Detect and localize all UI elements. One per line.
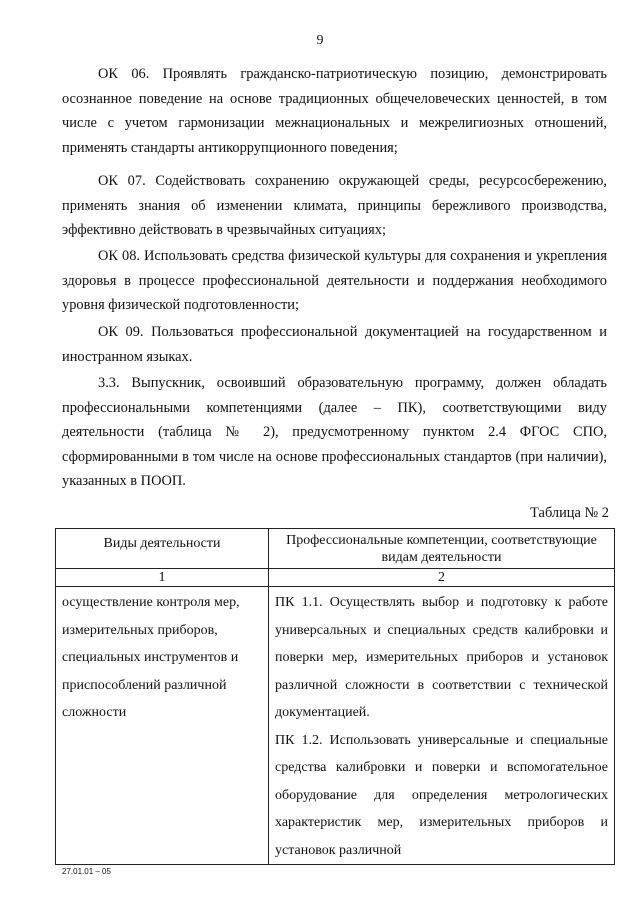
header-competencies: Профессиональные компетенции, соответствующие видам деятельности — [269, 529, 615, 569]
table-caption: Таблица № 2 — [530, 505, 609, 521]
activity-cell: осуществление контроля мер, измерительных приборов, специальных инструментов и приспособлений различной сложности — [56, 587, 269, 865]
paragraph-ok07: ОК 07. Содействовать сохранению окружающей среды, ресурсосбережению, применять знания об изменении климата, принципы бережливого производства, эффективно действовать в чрезвычайных ситуациях; — [62, 173, 607, 239]
table-row — [56, 587, 615, 865]
column-number-1: 1 — [56, 569, 269, 587]
page-number: 9 — [316, 33, 324, 48]
competency-pk-1-2: ПК 1.2. Использовать универсальные и специальные средства калибровки и поверки и вспомогательное оборудование для определения метрологических характеристик мер, измерительных приборов и установок различной — [275, 732, 608, 858]
header-activity: Виды деятельности — [56, 529, 269, 569]
table-header-row — [56, 529, 615, 569]
paragraph-ok08: ОК 08. Использовать средства физической культуры для сохранения и укрепления здоровья в процессе профессиональной деятельности и поддержания необходимого уровня физической подготовленности; — [62, 248, 607, 314]
paragraph-3-3: 3.3. Выпускник, освоивший образовательную программу, должен обладать профессиональными компетенциями (далее – ПК), соответствующими виду деятельности (таблица № 2), предусмотренному пунктом 2.4 ФГОС СПО, сформированными в том числе на основе профессиональных стандартов (при наличии), указанных в ПООП. — [62, 375, 607, 490]
competencies-cell — [269, 587, 615, 865]
paragraph-ok06: ОК 06. Проявлять гражданско-патриотическую позицию, демонстрировать осознанное поведение на основе традиционных общечеловеческих ценностей, в том числе с учетом гармонизации межнациональных и межрелигиозных отношений, применять стандарты антикоррупционного поведения; — [62, 66, 607, 156]
competency-pk-1-1: ПК 1.1. Осуществлять выбор и подготовку к работе универсальных и специальных средств калибровки и поверки мер, измерительных приборов и установок различной сложности в соответствии с технической документацией. — [275, 595, 608, 720]
footer-code: 27.01.01 – 05 — [62, 867, 111, 876]
paragraph-ok09: ОК 09. Пользоваться профессиональной документацией на государственном и иностранном языках. — [62, 324, 607, 365]
competency-table — [55, 528, 615, 865]
column-number-2: 2 — [269, 569, 615, 587]
table-number-row — [56, 569, 615, 587]
